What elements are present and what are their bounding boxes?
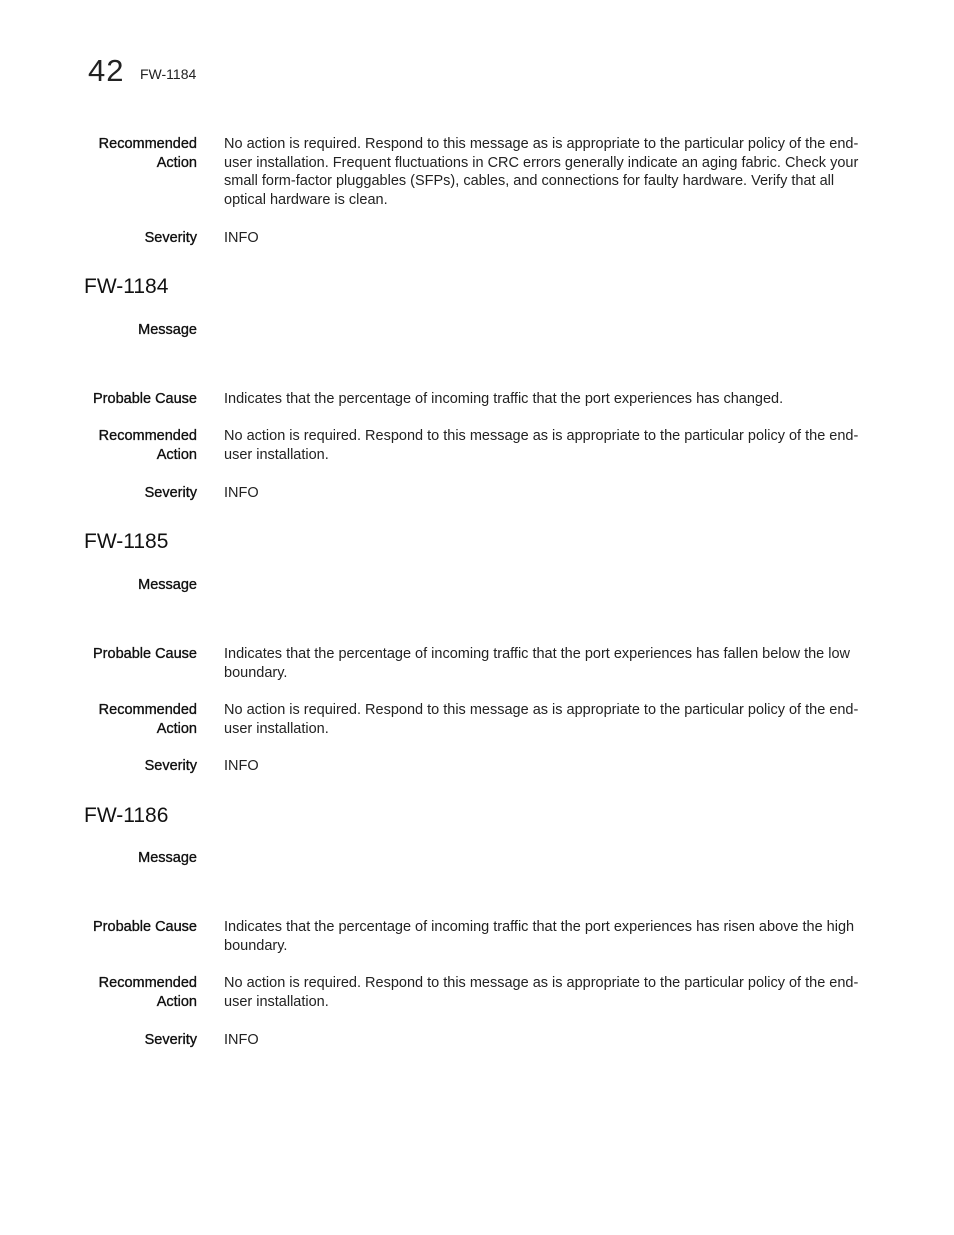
severity-label: Severity [144,485,197,501]
recommended-action-text: No action is required. Respond to this message as is appropriate to the particular policy of the end-user installation. [224,702,859,737]
recommended-action-text: No action is required. Respond to this message as is appropriate to the particular policy of the end-user installation. [224,428,859,463]
recommended-action-label: Recommended Action [98,136,197,171]
severity-value: INFO [224,1032,259,1048]
chapter-number: 42 [88,53,125,88]
probable-cause-label: Probable Cause [93,646,197,662]
severity-label: Severity [144,230,197,246]
section-heading: FW-1184 [84,275,169,298]
severity-value: INFO [224,758,259,774]
message-label: Message [138,322,197,338]
section-heading: FW-1185 [84,530,169,553]
severity-label: Severity [144,1032,197,1048]
severity-label: Severity [144,758,197,774]
severity-value: INFO [224,230,259,246]
probable-cause-label: Probable Cause [93,919,197,935]
severity-value: INFO [224,485,259,501]
section-heading: FW-1186 [84,804,169,827]
probable-cause-label: Probable Cause [93,391,197,407]
recommended-action-label: Recommended Action [98,702,197,737]
message-label: Message [138,850,197,866]
message-label: Message [138,577,197,593]
probable-cause-text: Indicates that the percentage of incoming traffic that the port experiences has changed. [224,391,784,407]
probable-cause-text: Indicates that the percentage of incoming traffic that the port experiences has risen above the high boundary. [224,919,855,954]
recommended-action-text: No action is required. Respond to this message as is appropriate to the particular policy of the end-user installation. [224,975,859,1010]
recommended-action-label: Recommended Action [98,975,197,1010]
running-header-title: FW-1184 [140,66,197,82]
probable-cause-text: Indicates that the percentage of incoming traffic that the port experiences has fallen below the low boundary. [224,646,851,681]
recommended-action-text: No action is required. Respond to this message as is appropriate to the particular policy of the end-user installation. Frequent fluctuations in CRC errors generally indicate an aging fabric. Check your small form-factor pluggables (SFPs), cables, and connections for faulty hardware. Verify that all optical hardware is clean. [224,136,859,208]
recommended-action-label: Recommended Action [98,428,197,463]
